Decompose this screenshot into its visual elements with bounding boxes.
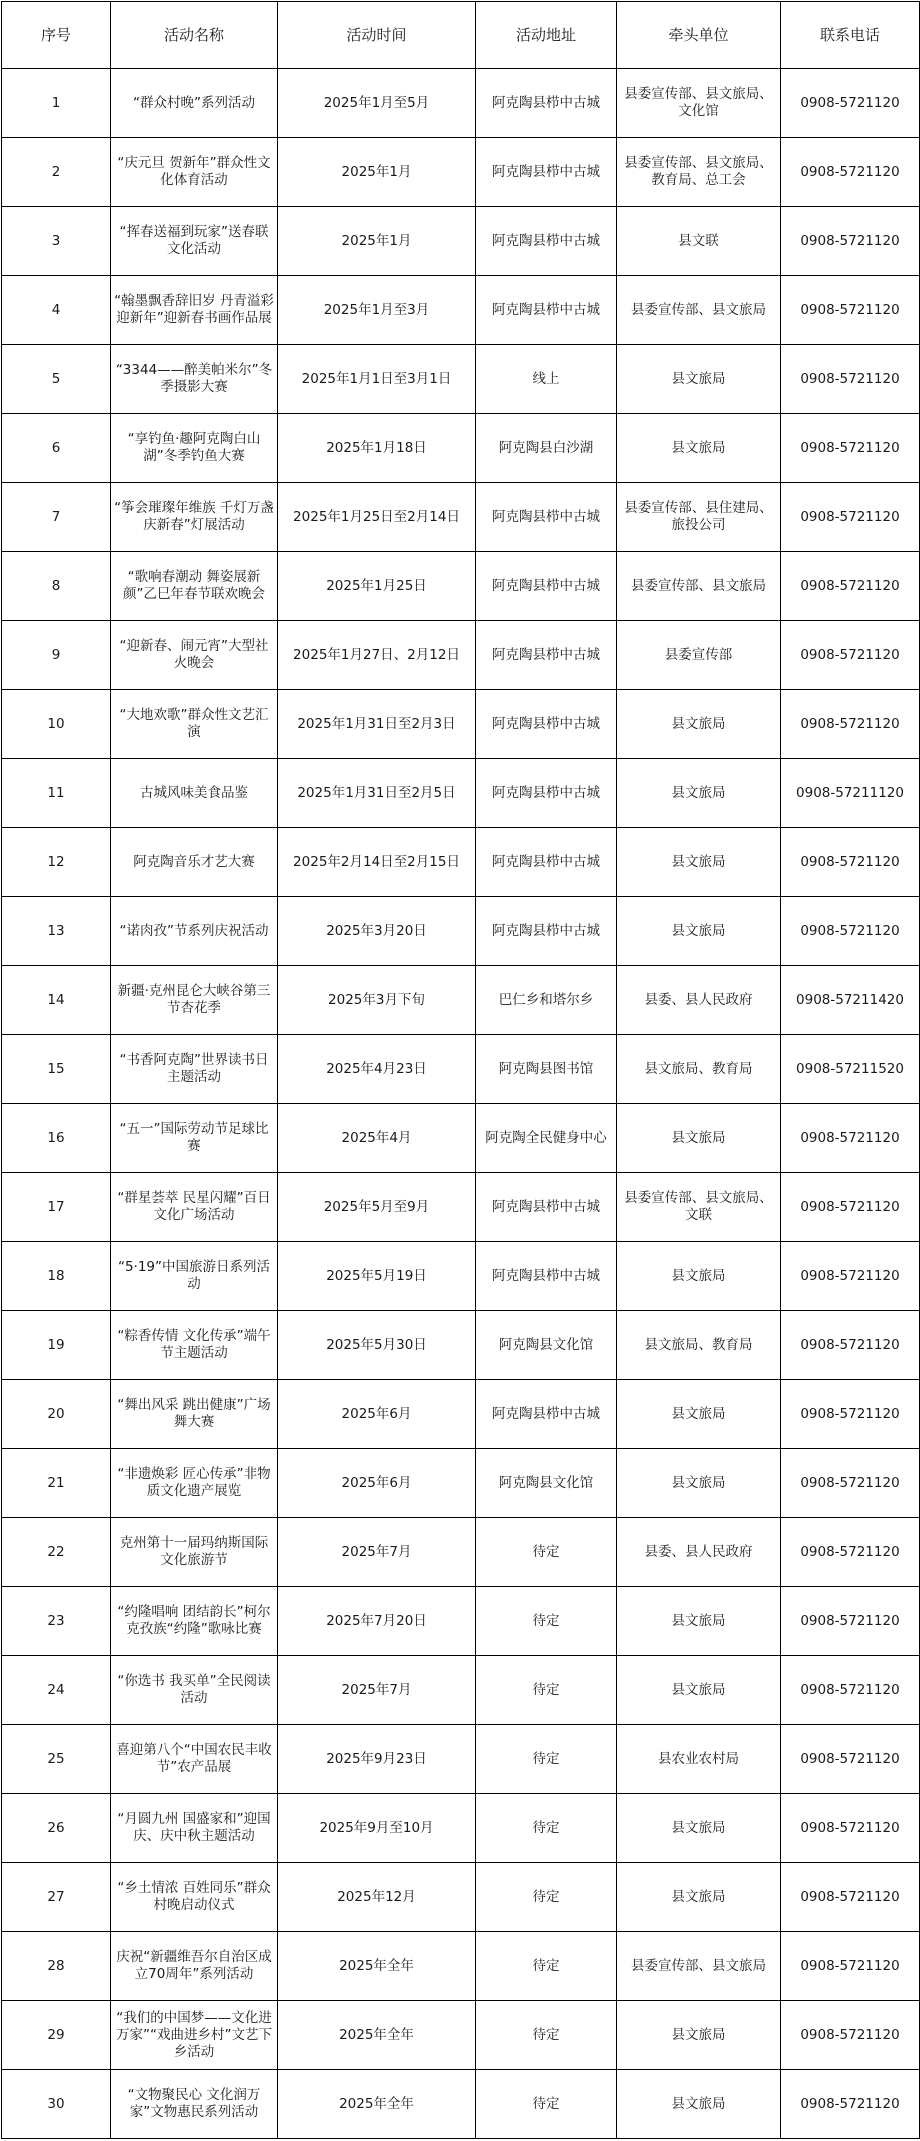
- cell-index: 15: [2, 1035, 111, 1104]
- table-row: [2, 2001, 920, 2070]
- cell-lead-unit: 县文旅局: [617, 1380, 781, 1449]
- cell-contact-phone: 0908-5721120: [781, 1794, 920, 1863]
- cell-activity-time: 2025年1月至3月: [278, 276, 476, 345]
- cell-index: 16: [2, 1104, 111, 1173]
- cell-activity-name: “乡土情浓 百姓同乐”群众村晚启动仪式: [111, 1863, 278, 1932]
- cell-index: 7: [2, 483, 111, 552]
- cell-contact-phone: 0908-5721120: [781, 1518, 920, 1587]
- cell-lead-unit: 县委宣传部、县文旅局、文化馆: [617, 69, 781, 138]
- table-row: [2, 1863, 920, 1932]
- cell-activity-address: 待定: [476, 1725, 617, 1794]
- cell-contact-phone: 0908-5721120: [781, 1587, 920, 1656]
- cell-lead-unit: 县文旅局: [617, 1656, 781, 1725]
- cell-lead-unit: 县文旅局: [617, 414, 781, 483]
- cell-activity-time: 2025年1月31日至2月5日: [278, 759, 476, 828]
- cell-contact-phone: 0908-5721120: [781, 828, 920, 897]
- cell-activity-name: 喜迎第八个“中国农民丰收节”农产品展: [111, 1725, 278, 1794]
- cell-activity-address: 待定: [476, 1932, 617, 2001]
- cell-activity-name: 新疆·克州昆仑大峡谷第三节杏花季: [111, 966, 278, 1035]
- cell-activity-time: 2025年6月: [278, 1380, 476, 1449]
- cell-activity-name: “大地欢歌”群众性文艺汇演: [111, 690, 278, 759]
- header-lead-unit: 牵头单位: [617, 2, 781, 69]
- cell-activity-address: 阿克陶县栉中古城: [476, 1380, 617, 1449]
- table-row: [2, 69, 920, 138]
- table-row: [2, 1311, 920, 1380]
- cell-lead-unit: 县委宣传部、县文旅局: [617, 1932, 781, 2001]
- header-index: 序号: [2, 2, 111, 69]
- cell-lead-unit: 县文旅局: [617, 1863, 781, 1932]
- cell-activity-name: “翰墨飘香辞旧岁 丹青溢彩迎新年”迎新春书画作品展: [111, 276, 278, 345]
- cell-activity-name: “迎新春、闹元宵”大型社火晚会: [111, 621, 278, 690]
- cell-activity-time: 2025年3月下旬: [278, 966, 476, 1035]
- cell-contact-phone: 0908-5721120: [781, 897, 920, 966]
- cell-activity-name: “群众村晚”系列活动: [111, 69, 278, 138]
- cell-activity-address: 阿克陶县栉中古城: [476, 552, 617, 621]
- cell-index: 13: [2, 897, 111, 966]
- cell-activity-name: “非遗焕彩 匠心传承”非物质文化遗产展览: [111, 1449, 278, 1518]
- cell-contact-phone: 0908-5721120: [781, 621, 920, 690]
- cell-contact-phone: 0908-5721120: [781, 1104, 920, 1173]
- cell-activity-time: 2025年5月19日: [278, 1242, 476, 1311]
- table-row: [2, 483, 920, 552]
- cell-index: 1: [2, 69, 111, 138]
- cell-activity-time: 2025年7月: [278, 1518, 476, 1587]
- cell-contact-phone: 0908-5721120: [781, 138, 920, 207]
- cell-activity-name: “五一”国际劳动节足球比赛: [111, 1104, 278, 1173]
- cell-lead-unit: 县文旅局: [617, 690, 781, 759]
- cell-index: 6: [2, 414, 111, 483]
- table-row: [2, 1794, 920, 1863]
- table-row: [2, 207, 920, 276]
- table-row: [2, 138, 920, 207]
- cell-activity-name: “约隆唱响 团结韵长”柯尔克孜族“约隆”歌咏比赛: [111, 1587, 278, 1656]
- cell-lead-unit: 县文旅局: [617, 759, 781, 828]
- cell-activity-address: 阿克陶县栉中古城: [476, 828, 617, 897]
- table-row: [2, 1173, 920, 1242]
- cell-activity-address: 巴仁乡和塔尔乡: [476, 966, 617, 1035]
- table-row: [2, 1518, 920, 1587]
- cell-activity-name: “群星荟萃 民星闪耀”百日文化广场活动: [111, 1173, 278, 1242]
- cell-lead-unit: 县文联: [617, 207, 781, 276]
- table-row: [2, 1104, 920, 1173]
- cell-activity-name: “舞出风采 跳出健康”广场舞大赛: [111, 1380, 278, 1449]
- cell-activity-address: 待定: [476, 1518, 617, 1587]
- cell-contact-phone: 0908-5721120: [781, 1449, 920, 1518]
- cell-activity-time: 2025年4月23日: [278, 1035, 476, 1104]
- cell-activity-address: 阿克陶县栉中古城: [476, 207, 617, 276]
- cell-lead-unit: 县文旅局: [617, 1587, 781, 1656]
- cell-lead-unit: 县农业农村局: [617, 1725, 781, 1794]
- cell-activity-time: 2025年1月18日: [278, 414, 476, 483]
- cell-activity-time: 2025年12月: [278, 1863, 476, 1932]
- table-row: [2, 1242, 920, 1311]
- cell-lead-unit: 县委、县人民政府: [617, 966, 781, 1035]
- cell-activity-time: 2025年1月: [278, 138, 476, 207]
- cell-activity-name: “粽香传情 文化传承”端午节主题活动: [111, 1311, 278, 1380]
- table-row: [2, 621, 920, 690]
- table-row: [2, 759, 920, 828]
- cell-activity-time: 2025年全年: [278, 2001, 476, 2070]
- cell-activity-name: “享钓鱼·趣阿克陶白山湖”冬季钓鱼大赛: [111, 414, 278, 483]
- cell-activity-address: 待定: [476, 2001, 617, 2070]
- cell-activity-address: 阿克陶县文化馆: [476, 1311, 617, 1380]
- cell-lead-unit: 县委宣传部、县文旅局: [617, 276, 781, 345]
- cell-index: 30: [2, 2070, 111, 2139]
- cell-lead-unit: 县文旅局: [617, 1104, 781, 1173]
- header-activity-name: 活动名称: [111, 2, 278, 69]
- cell-contact-phone: 0908-5721120: [781, 345, 920, 414]
- cell-index: 2: [2, 138, 111, 207]
- table-row: [2, 966, 920, 1035]
- table-row: [2, 1656, 920, 1725]
- cell-lead-unit: 县文旅局: [617, 897, 781, 966]
- cell-index: 18: [2, 1242, 111, 1311]
- cell-activity-address: 阿克陶县栉中古城: [476, 1242, 617, 1311]
- cell-activity-address: 阿克陶县栉中古城: [476, 483, 617, 552]
- cell-activity-time: 2025年全年: [278, 2070, 476, 2139]
- cell-activity-time: 2025年1月: [278, 207, 476, 276]
- cell-index: 21: [2, 1449, 111, 1518]
- cell-lead-unit: 县文旅局: [617, 828, 781, 897]
- table-row: [2, 345, 920, 414]
- cell-activity-name: “3344——醉美帕米尔”冬季摄影大赛: [111, 345, 278, 414]
- cell-index: 10: [2, 690, 111, 759]
- cell-activity-time: 2025年2月14日至2月15日: [278, 828, 476, 897]
- cell-lead-unit: 县文旅局: [617, 2070, 781, 2139]
- header-row: [2, 2, 920, 69]
- cell-activity-name: “诺肉孜”节系列庆祝活动: [111, 897, 278, 966]
- cell-activity-address: 阿克陶县栉中古城: [476, 759, 617, 828]
- cell-activity-time: 2025年全年: [278, 1932, 476, 2001]
- cell-contact-phone: 0908-57211420: [781, 966, 920, 1035]
- cell-contact-phone: 0908-5721120: [781, 414, 920, 483]
- cell-activity-address: 阿克陶县栉中古城: [476, 1173, 617, 1242]
- cell-index: 23: [2, 1587, 111, 1656]
- cell-activity-name: “书香阿克陶”世界读书日主题活动: [111, 1035, 278, 1104]
- cell-contact-phone: 0908-57211120: [781, 759, 920, 828]
- cell-activity-address: 待定: [476, 1794, 617, 1863]
- cell-activity-name: “歌响春潮动 舞姿展新颜”乙巳年春节联欢晚会: [111, 552, 278, 621]
- cell-activity-address: 阿克陶县图书馆: [476, 1035, 617, 1104]
- cell-activity-name: “月圆九州 国盛家和”迎国庆、庆中秋主题活动: [111, 1794, 278, 1863]
- cell-activity-time: 2025年1月25日: [278, 552, 476, 621]
- cell-activity-address: 线上: [476, 345, 617, 414]
- cell-contact-phone: 0908-5721120: [781, 2070, 920, 2139]
- cell-activity-name: “文物聚民心 文化润万家”文物惠民系列活动: [111, 2070, 278, 2139]
- table-row: [2, 1725, 920, 1794]
- cell-index: 12: [2, 828, 111, 897]
- table-row: [2, 2070, 920, 2139]
- table-row: [2, 828, 920, 897]
- cell-activity-time: 2025年1月25日至2月14日: [278, 483, 476, 552]
- cell-lead-unit: 县文旅局、教育局: [617, 1035, 781, 1104]
- cell-index: 11: [2, 759, 111, 828]
- cell-index: 8: [2, 552, 111, 621]
- cell-index: 14: [2, 966, 111, 1035]
- cell-lead-unit: 县文旅局: [617, 1242, 781, 1311]
- cell-contact-phone: 0908-5721120: [781, 552, 920, 621]
- cell-index: 22: [2, 1518, 111, 1587]
- cell-index: 20: [2, 1380, 111, 1449]
- cell-activity-address: 阿克陶全民健身中心: [476, 1104, 617, 1173]
- cell-activity-name: “筝会璀璨年维族 千灯万盏庆新春”灯展活动: [111, 483, 278, 552]
- header-contact-phone: 联系电话: [781, 2, 920, 69]
- cell-contact-phone: 0908-5721120: [781, 1173, 920, 1242]
- table-row: [2, 1035, 920, 1104]
- cell-contact-phone: 0908-5721120: [781, 1863, 920, 1932]
- table-body: [2, 69, 920, 2139]
- table-row: [2, 1587, 920, 1656]
- cell-lead-unit: 县文旅局: [617, 2001, 781, 2070]
- cell-lead-unit: 县委、县人民政府: [617, 1518, 781, 1587]
- table-row: [2, 897, 920, 966]
- cell-lead-unit: 县委宣传部、县文旅局: [617, 552, 781, 621]
- table-row: [2, 1449, 920, 1518]
- cell-activity-name: 克州第十一届玛纳斯国际文化旅游节: [111, 1518, 278, 1587]
- cell-activity-name: “我们的中国梦——文化进万家”“戏曲进乡村”文艺下乡活动: [111, 2001, 278, 2070]
- cell-index: 4: [2, 276, 111, 345]
- cell-activity-address: 阿克陶县栉中古城: [476, 276, 617, 345]
- cell-activity-name: 古城风味美食品鉴: [111, 759, 278, 828]
- cell-activity-name: 庆祝“新疆维吾尔自治区成立70周年”系列活动: [111, 1932, 278, 2001]
- cell-activity-name: “5·19”中国旅游日系列活动: [111, 1242, 278, 1311]
- cell-index: 17: [2, 1173, 111, 1242]
- cell-contact-phone: 0908-5721120: [781, 276, 920, 345]
- cell-activity-address: 阿克陶县栉中古城: [476, 138, 617, 207]
- cell-contact-phone: 0908-5721120: [781, 1932, 920, 2001]
- table-row: [2, 1932, 920, 2001]
- cell-activity-time: 2025年9月至10月: [278, 1794, 476, 1863]
- cell-index: 29: [2, 2001, 111, 2070]
- table-row: [2, 1380, 920, 1449]
- activity-schedule-table: [1, 1, 920, 2139]
- cell-index: 28: [2, 1932, 111, 2001]
- cell-activity-name: 阿克陶音乐才艺大赛: [111, 828, 278, 897]
- cell-index: 9: [2, 621, 111, 690]
- cell-index: 3: [2, 207, 111, 276]
- cell-activity-time: 2025年1月1日至3月1日: [278, 345, 476, 414]
- cell-activity-address: 待定: [476, 2070, 617, 2139]
- cell-activity-address: 阿克陶县栉中古城: [476, 690, 617, 759]
- cell-lead-unit: 县文旅局: [617, 1449, 781, 1518]
- cell-index: 5: [2, 345, 111, 414]
- cell-contact-phone: 0908-5721120: [781, 69, 920, 138]
- cell-activity-time: 2025年1月至5月: [278, 69, 476, 138]
- cell-index: 24: [2, 1656, 111, 1725]
- cell-activity-time: 2025年7月: [278, 1656, 476, 1725]
- cell-contact-phone: 0908-5721120: [781, 1380, 920, 1449]
- cell-contact-phone: 0908-5721120: [781, 1242, 920, 1311]
- cell-index: 19: [2, 1311, 111, 1380]
- cell-contact-phone: 0908-5721120: [781, 1725, 920, 1794]
- cell-lead-unit: 县文旅局、教育局: [617, 1311, 781, 1380]
- cell-activity-address: 阿克陶县栉中古城: [476, 69, 617, 138]
- cell-lead-unit: 县文旅局: [617, 345, 781, 414]
- cell-activity-time: 2025年4月: [278, 1104, 476, 1173]
- cell-contact-phone: 0908-5721120: [781, 1656, 920, 1725]
- table-row: [2, 552, 920, 621]
- cell-lead-unit: 县文旅局: [617, 1794, 781, 1863]
- table-row: [2, 414, 920, 483]
- cell-lead-unit: 县委宣传部: [617, 621, 781, 690]
- cell-contact-phone: 0908-5721120: [781, 690, 920, 759]
- cell-activity-time: 2025年1月31日至2月3日: [278, 690, 476, 759]
- header-activity-time: 活动时间: [278, 2, 476, 69]
- cell-lead-unit: 县委宣传部、县文旅局、教育局、总工会: [617, 138, 781, 207]
- cell-activity-address: 待定: [476, 1656, 617, 1725]
- cell-activity-time: 2025年1月27日、2月12日: [278, 621, 476, 690]
- cell-activity-address: 待定: [476, 1863, 617, 1932]
- cell-activity-time: 2025年6月: [278, 1449, 476, 1518]
- header-activity-address: 活动地址: [476, 2, 617, 69]
- cell-activity-time: 2025年7月20日: [278, 1587, 476, 1656]
- cell-contact-phone: 0908-5721120: [781, 483, 920, 552]
- cell-contact-phone: 0908-5721120: [781, 1311, 920, 1380]
- cell-activity-time: 2025年5月30日: [278, 1311, 476, 1380]
- cell-activity-address: 待定: [476, 1587, 617, 1656]
- table-row: [2, 276, 920, 345]
- cell-contact-phone: 0908-5721120: [781, 2001, 920, 2070]
- cell-activity-address: 阿克陶县文化馆: [476, 1449, 617, 1518]
- cell-activity-time: 2025年9月23日: [278, 1725, 476, 1794]
- table-header: [2, 2, 920, 69]
- cell-activity-time: 2025年5月至9月: [278, 1173, 476, 1242]
- cell-activity-name: “挥春送福到玩家”送春联文化活动: [111, 207, 278, 276]
- cell-activity-address: 阿克陶县栉中古城: [476, 621, 617, 690]
- cell-activity-name: “庆元旦 贺新年”群众性文化体育活动: [111, 138, 278, 207]
- cell-activity-time: 2025年3月20日: [278, 897, 476, 966]
- cell-index: 25: [2, 1725, 111, 1794]
- cell-lead-unit: 县委宣传部、县住建局、旅投公司: [617, 483, 781, 552]
- cell-activity-name: “你选书 我买单”全民阅读活动: [111, 1656, 278, 1725]
- cell-contact-phone: 0908-5721120: [781, 207, 920, 276]
- cell-activity-address: 阿克陶县栉中古城: [476, 897, 617, 966]
- cell-contact-phone: 0908-57211520: [781, 1035, 920, 1104]
- cell-index: 26: [2, 1794, 111, 1863]
- cell-activity-address: 阿克陶县白沙湖: [476, 414, 617, 483]
- table-row: [2, 690, 920, 759]
- cell-lead-unit: 县委宣传部、县文旅局、文联: [617, 1173, 781, 1242]
- cell-index: 27: [2, 1863, 111, 1932]
